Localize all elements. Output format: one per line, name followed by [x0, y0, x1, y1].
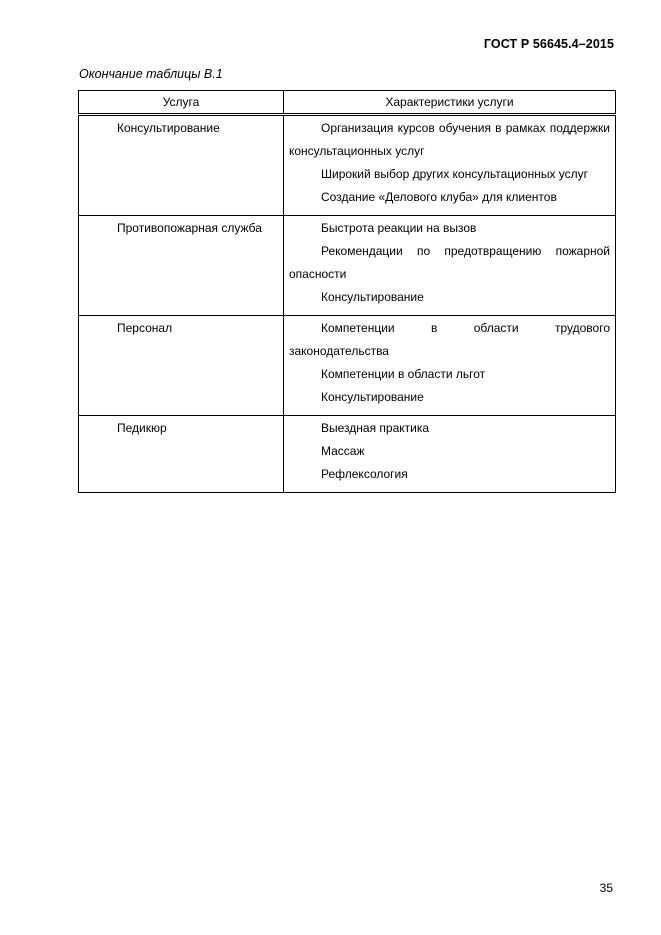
feature-item: Рекомендации по предотвращению пожарной опасности: [289, 244, 610, 281]
service-name: Консультирование: [79, 115, 284, 216]
feature-item: Компетенции в области льгот: [321, 367, 486, 381]
table-row: [79, 416, 616, 493]
feature-item: Широкий выбор других консультационных услуг: [321, 167, 589, 181]
feature-item: Быстрота реакции на вызов: [321, 221, 477, 235]
table-row: [79, 316, 616, 416]
feature-item: Консультирование: [321, 290, 424, 304]
page-number: 35: [599, 881, 613, 895]
feature-item: Организация курсов обучения в рамках поддержки консультационных услуг: [289, 121, 610, 158]
feature-item: Консультирование: [321, 390, 424, 404]
service-name: Персонал: [79, 316, 284, 416]
table-row: [79, 216, 616, 316]
service-features: [284, 115, 616, 216]
table-caption: Окончание таблицы В.1: [79, 67, 223, 81]
service-features: [284, 216, 616, 316]
feature-item: Компетенции в области трудового законодательства: [289, 321, 610, 358]
feature-item: Массаж: [321, 444, 365, 458]
feature-item: Выездная практика: [321, 421, 430, 435]
table-header-row: [79, 91, 616, 115]
service-features: [284, 416, 616, 493]
feature-item: Создание «Делового клуба» для клиентов: [321, 190, 557, 204]
column-header-features: Характеристики услуги: [284, 91, 616, 115]
service-name: Педикюр: [79, 416, 284, 493]
column-header-service: Услуга: [79, 91, 284, 115]
standard-code: ГОСТ Р 56645.4–2015: [483, 37, 614, 51]
service-features: [284, 316, 616, 416]
table-row: [79, 115, 616, 216]
service-name: Противопожарная служба: [79, 216, 284, 316]
feature-item: Рефлексология: [321, 467, 408, 481]
services-table: [78, 90, 616, 493]
